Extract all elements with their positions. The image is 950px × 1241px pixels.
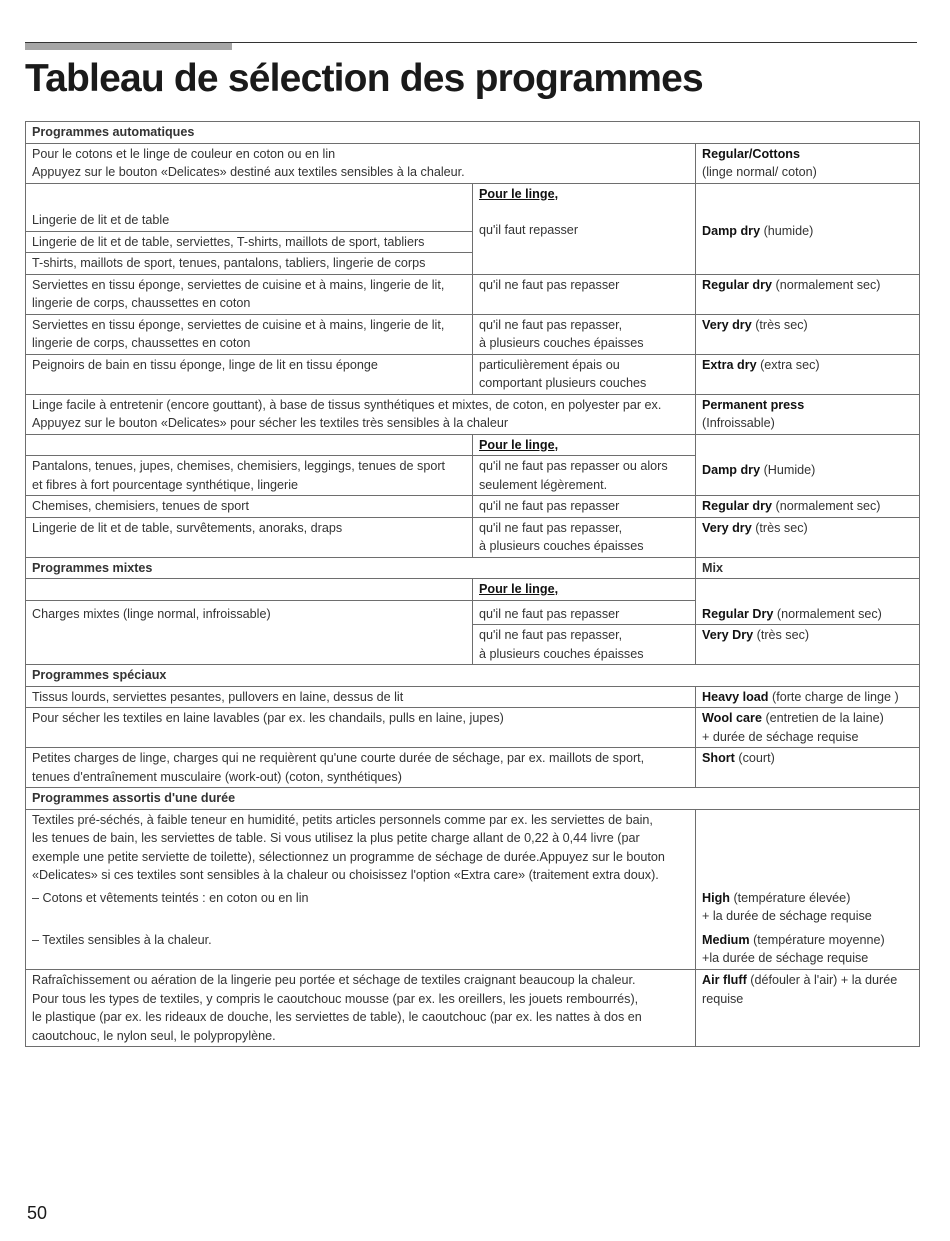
table-row <box>26 394 920 434</box>
list-item: – Cotons et vêtements teintés : en coton ou en lin <box>32 890 309 905</box>
row-text: caoutchouc, le nylon seul, le polypropylène. <box>32 1028 276 1043</box>
section-program: Mix <box>696 557 920 579</box>
row-text: les tenues de bain, les serviettes de table. Si vous utilisez la plus petite charge allant de 0,22 à 0,44 livre (par <box>32 831 640 845</box>
row-program <box>696 809 920 970</box>
program-name: Heavy load <box>702 689 769 704</box>
row-program <box>696 625 920 665</box>
row-text: Textiles pré-séchés, à faible teneur en humidité, petits articles personnels comme par ex. les serviettes de bain, <box>32 812 653 827</box>
table-row <box>26 314 920 354</box>
table-row <box>26 517 920 557</box>
row-description <box>26 434 473 456</box>
row-text: Serviettes en tissu éponge, serviettes de cuisine et à mains, lingerie de lit, <box>32 277 445 292</box>
row-text: lingerie de corps, chaussettes en coton <box>32 296 251 310</box>
row-program <box>696 708 920 748</box>
condition-text: qu'il faut repasser <box>479 223 579 237</box>
program-extra: + durée de séchage requise <box>702 729 859 744</box>
row-condition <box>473 517 696 557</box>
row-description: Tissus lourds, serviettes pesantes, pullovers en laine, dessus de lit <box>26 686 696 708</box>
row-condition <box>473 354 696 394</box>
row-program <box>696 496 920 518</box>
program-desc: (humide) <box>763 223 814 238</box>
row-program <box>696 517 920 557</box>
table-row <box>26 809 920 970</box>
program-desc: (température élevée) <box>733 890 851 905</box>
condition-text: à plusieurs couches épaisses <box>479 646 644 661</box>
program-desc: requise <box>702 991 744 1006</box>
table-row <box>26 748 920 788</box>
program-desc: (court) <box>738 751 775 765</box>
row-condition: qu'il ne faut pas repasser <box>473 496 696 518</box>
header-accent-bar <box>25 43 232 50</box>
row-program <box>696 579 920 625</box>
row-text: et fibres à fort pourcentage synthétique, lingerie <box>32 477 299 492</box>
row-description: Lingerie de lit et de table, survêtements, anoraks, draps <box>26 517 473 557</box>
row-description <box>26 274 473 314</box>
program-selection-table <box>25 121 920 1047</box>
program-name: Very Dry <box>702 628 754 642</box>
row-program <box>696 143 920 183</box>
program-desc: (très sec) <box>755 317 808 332</box>
row-text: tenues d'entraînement musculaire (work-out) (coton, synthétiques) <box>32 769 402 784</box>
section-header-special <box>26 665 920 687</box>
row-description <box>26 394 696 434</box>
table-row <box>26 354 920 394</box>
condition-text: à plusieurs couches épaisses <box>479 336 644 350</box>
row-description <box>26 579 473 601</box>
program-desc: (normalement sec) <box>775 499 881 513</box>
row-text: Lingerie de lit et de table <box>32 213 170 227</box>
row-condition <box>473 434 696 456</box>
table-row <box>26 579 920 601</box>
section-title: Programmes spéciaux <box>26 665 920 687</box>
row-condition <box>473 314 696 354</box>
program-desc: (Infroissable) <box>702 416 775 430</box>
table-row <box>26 686 920 708</box>
row-text: Serviettes en tissu éponge, serviettes de cuisine et à mains, lingerie de lit, <box>32 317 445 332</box>
row-text: Pantalons, tenues, jupes, chemises, chemisiers, leggings, tenues de sport <box>32 459 446 473</box>
page-title: Tableau de sélection des programmes <box>25 57 703 100</box>
program-desc: (température moyenne) <box>753 932 885 947</box>
program-name: Very dry <box>702 317 752 332</box>
table-row <box>26 183 920 231</box>
table-row <box>26 708 920 748</box>
row-program <box>696 183 920 274</box>
program-extra: + la durée de séchage requise <box>702 909 872 923</box>
row-text: Rafraîchissement ou aération de la lingerie peu portée et séchage de textiles craignant beaucoup la chaleur. <box>32 973 636 987</box>
program-desc: (linge normal/ coton) <box>702 165 817 179</box>
section-header-automatic <box>26 122 920 144</box>
program-extra: +la durée de séchage requise <box>702 951 869 965</box>
row-program <box>696 274 920 314</box>
row-condition <box>473 625 696 665</box>
row-description <box>26 809 696 970</box>
program-name: Regular/Cottons <box>702 146 800 161</box>
row-text: «Delicates» si ces textiles sont sensibles à la chaleur ou choisissez l'option «Extra care» (traitement extra doux). <box>32 868 659 882</box>
program-name: Air fluff <box>702 973 747 987</box>
condition-text: qu'il ne faut pas repasser, <box>479 520 623 535</box>
condition-text: qu'il ne faut pas repasser, <box>479 317 623 332</box>
row-description <box>26 183 473 231</box>
row-description: Lingerie de lit et de table, serviettes, T-shirts, maillots de sport, tabliers <box>26 231 473 253</box>
row-text: le plastique (par ex. les rideaux de douche, les serviettes de table), le caoutchouc (par ex. les nattes à dos en <box>32 1010 642 1024</box>
row-condition <box>473 579 696 601</box>
condition-text: seulement légèrement. <box>479 477 608 492</box>
row-text: Pour tous les types de textiles, y compris le caoutchouc mousse (par ex. les oreillers, les jouets rembourrés), <box>32 991 639 1006</box>
program-name: Damp dry <box>702 223 761 238</box>
section-title: Programmes automatiques <box>26 122 920 144</box>
row-description <box>26 456 473 496</box>
row-program <box>696 354 920 394</box>
condition-text: qu'il ne faut pas repasser, <box>479 628 623 642</box>
program-name: Very dry <box>702 520 752 535</box>
section-header-mixed <box>26 557 920 579</box>
row-description <box>26 748 696 788</box>
intro-line: Linge facile à entretenir (encore gouttant), à base de tissus synthétiques et mixtes, de coton, en polyester par ex. <box>32 397 662 412</box>
row-description: T-shirts, maillots de sport, tenues, pantalons, tabliers, lingerie de corps <box>26 253 473 275</box>
program-desc: (très sec) <box>755 520 808 535</box>
row-text: lingerie de corps, chaussettes en coton <box>32 336 251 350</box>
row-condition: qu'il ne faut pas repasser <box>473 274 696 314</box>
row-program <box>696 314 920 354</box>
program-name: Regular dry <box>702 277 772 292</box>
program-name: Extra dry <box>702 357 757 372</box>
table-row <box>26 496 920 518</box>
section-title: Programmes mixtes <box>26 557 696 579</box>
row-condition: qu'il ne faut pas repasser <box>473 600 696 625</box>
page-number: 50 <box>27 1203 48 1223</box>
section-header-timed <box>26 788 920 810</box>
row-program <box>696 748 920 788</box>
program-desc: (défouler à l'air) + la durée <box>750 973 898 987</box>
intro-line: Appuyez sur le bouton «Delicates» pour sécher les textiles très sensibles à la chaleur <box>32 416 509 430</box>
column-heading: Pour le linge, <box>479 437 559 452</box>
condition-text: particulièrement épais ou <box>479 357 620 372</box>
condition-text: à plusieurs couches épaisses <box>479 539 644 553</box>
row-description: Chemises, chemisiers, tenues de sport <box>26 496 473 518</box>
intro-line: Pour le cotons et le linge de couleur en coton ou en lin <box>32 146 336 161</box>
program-desc: (Humide) <box>763 463 816 477</box>
program-name: Regular Dry <box>702 606 774 621</box>
row-program <box>696 970 920 1047</box>
row-description: Pour sécher les textiles en laine lavables (par ex. les chandails, pulls en laine, jupes) <box>26 708 696 748</box>
table-row <box>26 143 920 183</box>
program-name: High <box>702 890 730 905</box>
row-condition <box>473 456 696 496</box>
section-title: Programmes assortis d'une durée <box>26 788 920 810</box>
row-text: exemple une petite serviette de toilette), sélectionnez un programme de séchage de durée.Appuyez sur le bouton <box>32 849 665 864</box>
program-desc: (normalement sec) <box>775 277 881 292</box>
row-description <box>26 314 473 354</box>
intro-line: Appuyez sur le bouton «Delicates» destiné aux textiles sensibles à la chaleur. <box>32 165 465 179</box>
program-desc: (normalement sec) <box>776 606 882 621</box>
program-desc: (extra sec) <box>760 357 820 372</box>
row-program <box>696 434 920 496</box>
program-name: Medium <box>702 932 750 947</box>
list-item: – Textiles sensibles à la chaleur. <box>32 933 212 947</box>
program-desc: (entretien de la laine) <box>765 711 884 725</box>
program-name: Regular dry <box>702 499 772 513</box>
condition-text: qu'il ne faut pas repasser ou alors <box>479 459 668 473</box>
row-description: Charges mixtes (linge normal, infroissable) <box>26 600 473 665</box>
program-name: Short <box>702 751 735 765</box>
row-program <box>696 686 920 708</box>
program-name: Wool care <box>702 711 762 725</box>
row-program <box>696 394 920 434</box>
row-description <box>26 143 696 183</box>
column-heading: Pour le linge, <box>479 186 559 201</box>
table-row <box>26 970 920 1047</box>
row-condition <box>473 183 696 274</box>
program-desc: (forte charge de linge ) <box>772 689 899 704</box>
row-description: Peignoirs de bain en tissu éponge, linge de lit en tissu éponge <box>26 354 473 394</box>
table-row <box>26 434 920 456</box>
column-heading: Pour le linge, <box>479 582 559 596</box>
row-description <box>26 970 696 1047</box>
program-name: Damp dry <box>702 463 761 477</box>
table-row <box>26 274 920 314</box>
condition-text: comportant plusieurs couches <box>479 376 647 390</box>
program-name: Permanent press <box>702 397 805 412</box>
program-desc: (très sec) <box>756 628 810 642</box>
row-text: Petites charges de linge, charges qui ne requièrent qu'une courte durée de séchage, par ex. maillots de sport, <box>32 751 645 765</box>
